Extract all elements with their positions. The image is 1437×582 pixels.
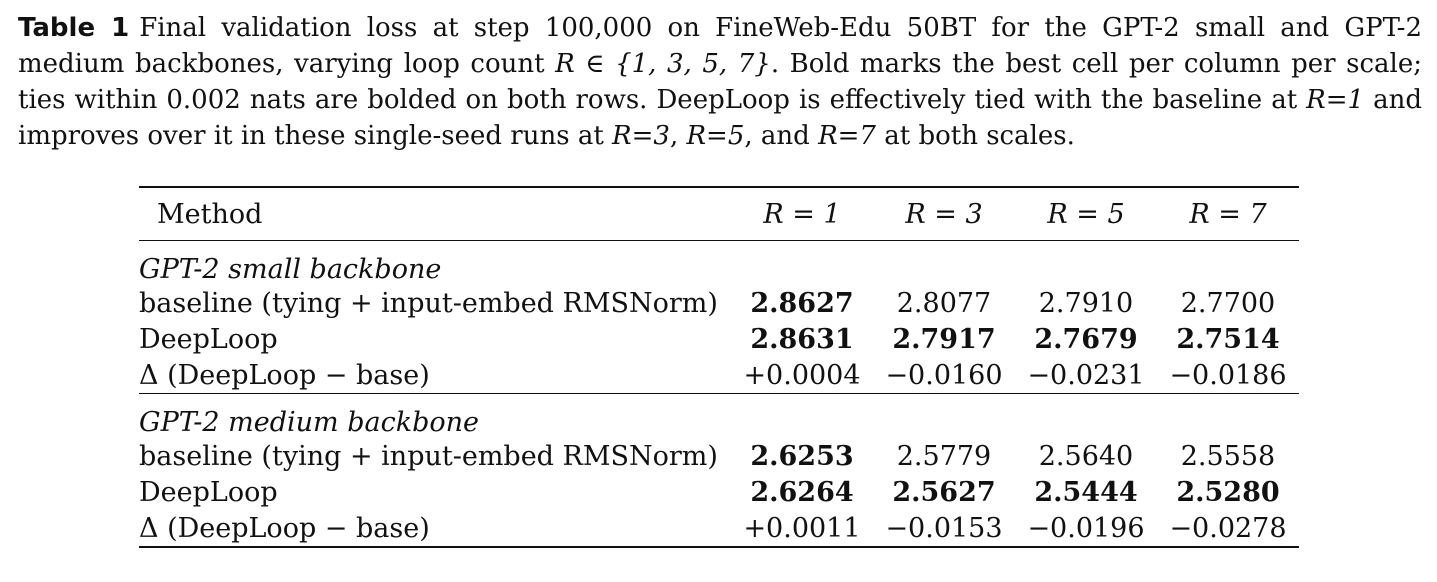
group-title-small: GPT-2 small backbone (139, 254, 442, 285)
value-cell: −0.0153 (885, 512, 1003, 544)
group-header-row (139, 241, 1299, 286)
row-label: DeepLoop (139, 476, 278, 508)
caption-label: Table 1 (18, 13, 130, 43)
value-cell: 2.5779 (896, 440, 992, 472)
caption-text: nats are bolded on both rows. DeepLoop is effectively tied with the baseline at (240, 85, 1307, 115)
group-title-medium: GPT-2 medium backbone (139, 407, 479, 438)
header-r1: R = 1 (763, 198, 841, 230)
value-cell: −0.0231 (1027, 359, 1145, 391)
value-cell: 2.7910 (1038, 287, 1134, 319)
row-label: Δ (DeepLoop − base) (139, 359, 430, 391)
value-cell: 2.5280 (1176, 476, 1280, 508)
header-r3: R = 3 (905, 198, 983, 230)
row-label: DeepLoop (139, 323, 278, 355)
caption-text: . Bold marks the best cell per column per scale; ties within (18, 49, 1422, 115)
caption-math-r5: R=5 (686, 121, 745, 151)
value-cell: +0.0004 (743, 359, 861, 391)
value-cell: 2.8627 (750, 287, 854, 319)
results-table (139, 186, 1299, 548)
value-cell: −0.0278 (1169, 512, 1287, 544)
value-cell: +0.0011 (743, 512, 861, 544)
header-r7: R = 7 (1189, 198, 1267, 230)
value-cell: 2.6264 (750, 476, 854, 508)
value-cell: 2.8631 (750, 323, 854, 355)
value-cell: 2.7514 (1176, 323, 1280, 355)
table-row (139, 321, 1299, 357)
header-r5: R = 5 (1047, 198, 1125, 230)
value-cell: 2.5444 (1034, 476, 1138, 508)
caption-math-r1: R=1 (1306, 85, 1365, 115)
table-row (139, 285, 1299, 321)
value-cell: 2.5627 (892, 476, 996, 508)
value-cell: 2.6253 (750, 440, 854, 472)
value-cell: 2.7679 (1034, 323, 1138, 355)
table-row (139, 357, 1299, 394)
table-caption (18, 10, 1422, 154)
table-row (139, 474, 1299, 510)
value-cell: −0.0160 (885, 359, 1003, 391)
caption-text: at both scales. (875, 121, 1075, 151)
caption-math-r3: R=3 (612, 121, 670, 151)
value-cell: 2.5640 (1038, 440, 1134, 472)
header-row (139, 187, 1299, 241)
value-cell: −0.0186 (1169, 359, 1287, 391)
caption-math-set: R ∈ {1, 3, 5, 7} (555, 49, 771, 79)
caption-math-tie: 0.002 (166, 85, 241, 115)
caption-text: and improves over it in these single-seed runs at (18, 85, 1422, 151)
caption-text: , (669, 121, 687, 151)
row-label: baseline (tying + input-embed RMSNorm) (139, 287, 718, 319)
table-row (139, 438, 1299, 474)
value-cell: 2.7917 (892, 323, 996, 355)
caption-math-r7: R=7 (818, 121, 876, 151)
row-label: baseline (tying + input-embed RMSNorm) (139, 440, 718, 472)
header-method: Method (157, 198, 263, 230)
caption-text: , and (744, 121, 819, 151)
value-cell: 2.8077 (896, 287, 992, 319)
value-cell: −0.0196 (1027, 512, 1145, 544)
group-header-row (139, 394, 1299, 439)
value-cell: 2.7700 (1180, 287, 1276, 319)
caption-text: Final validation loss at step 100,000 on FineWeb-Edu 50BT for the GPT-2 small and GPT-2 medium backbones, varying loop count (18, 13, 1422, 79)
table-row (139, 510, 1299, 547)
row-label: Δ (DeepLoop − base) (139, 512, 430, 544)
value-cell: 2.5558 (1180, 440, 1276, 472)
